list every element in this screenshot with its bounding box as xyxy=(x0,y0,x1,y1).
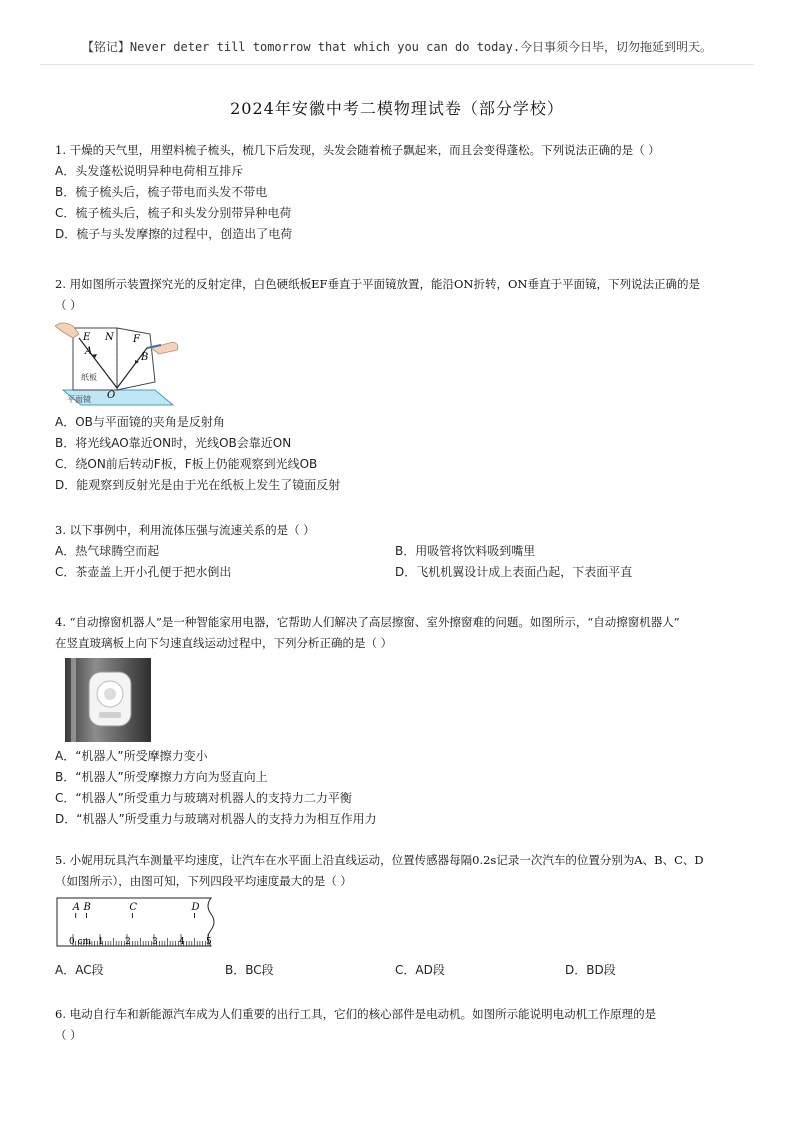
label-o: O xyxy=(107,390,116,401)
question-stem: 1. 干燥的天气里，用塑料梳子梳头，梳几下后发现，头发会随着梳子飘起来，而且会变得蓬松。下列说法正确的是（ ） xyxy=(55,143,660,157)
option-a: A．AC段 xyxy=(55,963,104,977)
question-4 xyxy=(55,612,735,830)
option-d: D．能观察到反射光是由于光在纸板上发生了镜面反射 xyxy=(55,478,341,492)
question-stem: 6. 电动自行车和新能源汽车成为人们重要的出行工具，它们的核心部件是电动机。如图所示能说明电动机工作原理的是 xyxy=(55,1007,657,1021)
question-stem: 3. 以下事例中，利用流体压强与流速关系的是（ ） xyxy=(55,523,315,537)
ruler-figure xyxy=(55,896,220,956)
question-stem-cont: （ ） xyxy=(55,1028,82,1042)
option-a: A．“机器人”所受摩擦力变小 xyxy=(55,749,208,763)
question-stem-cont: （如图所示），由图可知，下列四段平均速度最大的是（ ） xyxy=(55,874,352,888)
ruler-point-label: C xyxy=(129,902,138,913)
ruler-point-label: B xyxy=(83,902,91,913)
robot-hub xyxy=(104,688,116,700)
header-motto: 【铭记】Never deter till tomorrow that which you can do today.今日事须今日毕，切勿拖延到明天。 xyxy=(81,40,713,54)
option-c: C．茶壶盖上开小孔便于把水倒出 xyxy=(55,565,232,579)
window-frame xyxy=(71,658,76,742)
ruler-tick-label: 4 xyxy=(179,937,185,947)
question-stem: 4. “自动擦窗机器人”是一种智能家用电器，它帮助人们解决了高层擦窗、室外擦窗难的问题。如图所示，“自动擦窗机器人” xyxy=(55,615,680,629)
window-robot-photo xyxy=(65,658,151,742)
option-b: B．梳子梳头后，梳子带电而头发不带电 xyxy=(55,185,268,199)
option-d: D．梳子与头发摩擦的过程中，创造出了电荷 xyxy=(55,227,293,241)
option-c: C．“机器人”所受重力与玻璃对机器人的支持力二力平衡 xyxy=(55,791,352,805)
page-title: 2024年安徽中考二模物理试卷（部分学校） xyxy=(230,99,564,118)
ruler-tick-label: 0 cm xyxy=(69,937,92,947)
option-a: A．OB与平面镜的夹角是反射角 xyxy=(55,415,225,429)
question-stem: 2. 用如图所示装置探究光的反射定律，白色硬纸板EF垂直于平面镜放置，能沿ON折转，ON垂直于平面镜，下列说法正确的是 xyxy=(55,277,700,291)
label-f: F xyxy=(133,334,140,345)
question-2 xyxy=(55,274,735,496)
label-n: N xyxy=(105,332,114,343)
option-b: B．“机器人”所受摩擦力方向为竖直向上 xyxy=(55,770,268,784)
label-b: B xyxy=(141,352,149,363)
ruler-point-label: A xyxy=(72,902,80,913)
question-1 xyxy=(55,140,735,245)
label-e: E xyxy=(83,332,91,343)
option-c: C．绕ON前后转动F板，F板上仍能观察到光线OB xyxy=(55,457,318,471)
ruler-point-label: D xyxy=(191,902,200,913)
option-b: B．用吸管将饮料吸到嘴里 xyxy=(395,544,536,558)
option-b: B．BC段 xyxy=(225,963,274,977)
option-d: D．“机器人”所受重力与玻璃对机器人的支持力为相互作用力 xyxy=(55,812,377,826)
header-divider xyxy=(40,64,754,65)
paper-label: 纸板 xyxy=(81,373,97,382)
option-c: C．AD段 xyxy=(395,963,445,977)
question-stem: 5. 小妮用玩具汽车测量平均速度，让汽车在水平面上沿直线运动，位置传感器每隔0.2s记录一次汽车的位置分别为A、B、C、D xyxy=(55,853,704,867)
option-d: D．BD段 xyxy=(565,963,616,977)
reflection-experiment-figure xyxy=(55,320,180,408)
robot-handle xyxy=(99,712,121,718)
question-6 xyxy=(55,1004,735,1046)
option-c: C．梳子梳头后，梳子和头发分别带异种电荷 xyxy=(55,206,292,220)
option-a: A．头发蓬松说明异种电荷相互排斥 xyxy=(55,164,244,178)
ruler-tick-label: 2 xyxy=(125,937,131,947)
ruler-tick-label: 3 xyxy=(152,937,158,947)
option-d: D．飞机机翼设计成上表面凸起，下表面平直 xyxy=(395,565,633,579)
mirror-label: 平面镜 xyxy=(67,395,91,404)
question-3 xyxy=(55,520,735,583)
left-hand-icon xyxy=(55,323,79,338)
question-stem-cont: 在竖直玻璃板上向下匀速直线运动过程中，下列分析正确的是（ ） xyxy=(55,636,393,650)
ruler-tick-label: 5 xyxy=(206,937,212,947)
option-b: B．将光线AO靠近ON时，光线OB会靠近ON xyxy=(55,436,292,450)
label-a: A xyxy=(85,346,93,357)
question-5 xyxy=(55,850,735,981)
option-a: A．热气球腾空而起 xyxy=(55,544,160,558)
ruler-tick-label: 1 xyxy=(98,937,104,947)
right-hand-icon xyxy=(151,342,178,354)
question-stem-cont: （ ） xyxy=(55,298,82,312)
